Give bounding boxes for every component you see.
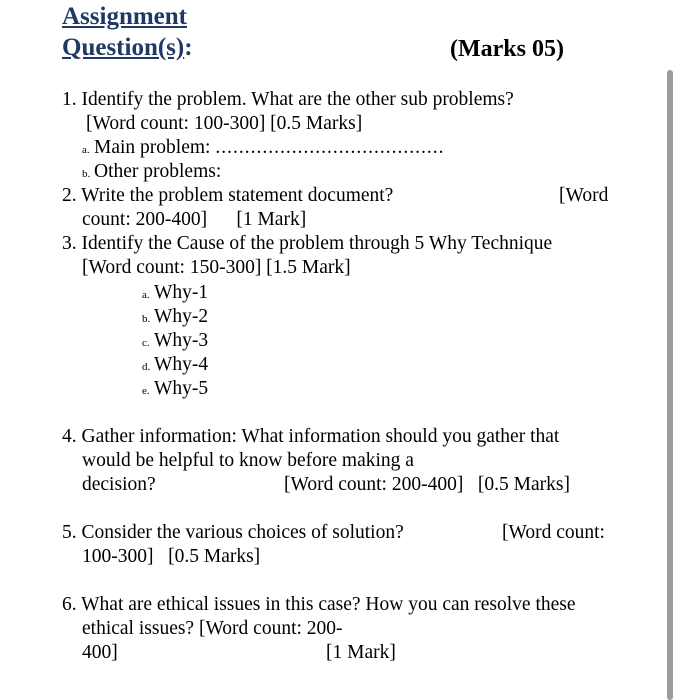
q2-line1: 2. Write the problem statement document?	[62, 185, 394, 206]
q1-line2: [Word count: 100-300] [0.5 Marks]	[86, 113, 363, 134]
q3-subitem-a	[142, 281, 208, 307]
q1-subitem-b-text: Other problems:	[94, 161, 222, 182]
q2-line1-right: [Word	[559, 185, 609, 206]
scrollbar[interactable]	[667, 70, 673, 700]
q3-line2: [Word count: 150-300] [1.5 Mark]	[82, 257, 351, 278]
q1-subitem-a-text: Main problem:	[94, 137, 211, 158]
q6-line2: ethical issues? [Word count: 200-	[82, 618, 343, 639]
q3-subitem-c	[142, 329, 208, 355]
q1-line1: 1. Identify the problem. What are the other sub problems?	[62, 89, 514, 110]
q6-line1: 6. What are ethical issues in this case? How you can resolve these	[62, 594, 576, 615]
q4-line1: 4. Gather information: What information should you gather that	[62, 426, 560, 447]
q5-line2: 100-300] [0.5 Marks]	[82, 546, 261, 567]
q1-subitem-a	[82, 136, 444, 162]
q5-line1-right: [Word count:	[502, 522, 605, 543]
q4-line2: would be helpful to know before making a	[82, 450, 414, 471]
q3-subitem-a-letter: a.	[142, 289, 150, 301]
q3-subitem-c-letter: c.	[142, 337, 150, 349]
q6-line3-left: 400]	[82, 642, 118, 663]
q1-subitem-a-letter: a.	[82, 144, 90, 156]
q3-subitem-b	[142, 305, 208, 331]
q1-subitem-b-letter: b.	[82, 168, 91, 180]
total-marks: (Marks 05)	[450, 36, 564, 62]
q5-line1: 5. Consider the various choices of solution?	[62, 522, 404, 543]
q3-subitem-a-text: Why-1	[154, 282, 209, 303]
q3-subitem-d-letter: d.	[142, 361, 151, 373]
q3-line1: 3. Identify the Cause of the problem through 5 Why Technique	[62, 233, 553, 254]
q3-subitem-d	[142, 353, 208, 379]
assignment-heading: Assignment	[62, 3, 188, 30]
q4-line3-right: [Word count: 200-400] [0.5 Marks]	[284, 474, 570, 495]
questions-heading	[62, 33, 193, 63]
q6-line3-right: [1 Mark]	[326, 642, 396, 663]
questions-heading-colon: :	[184, 34, 193, 61]
q2-line2: count: 200-400] [1 Mark]	[82, 209, 307, 230]
q4-line3-left: decision?	[82, 474, 156, 495]
q3-subitem-e	[142, 377, 208, 403]
q3-subitem-e-text: Why-5	[154, 378, 209, 399]
q3-subitem-c-text: Why-3	[154, 330, 209, 351]
q3-subitem-d-text: Why-4	[154, 354, 209, 375]
questions-heading-text: Question(s)	[62, 34, 185, 61]
q1-subitem-a-dots: .......................................	[215, 137, 445, 158]
q1-subitem-b	[82, 160, 221, 186]
q3-subitem-b-text: Why-2	[154, 306, 209, 327]
q3-subitem-e-letter: e.	[142, 385, 150, 397]
q3-subitem-b-letter: b.	[142, 313, 151, 325]
